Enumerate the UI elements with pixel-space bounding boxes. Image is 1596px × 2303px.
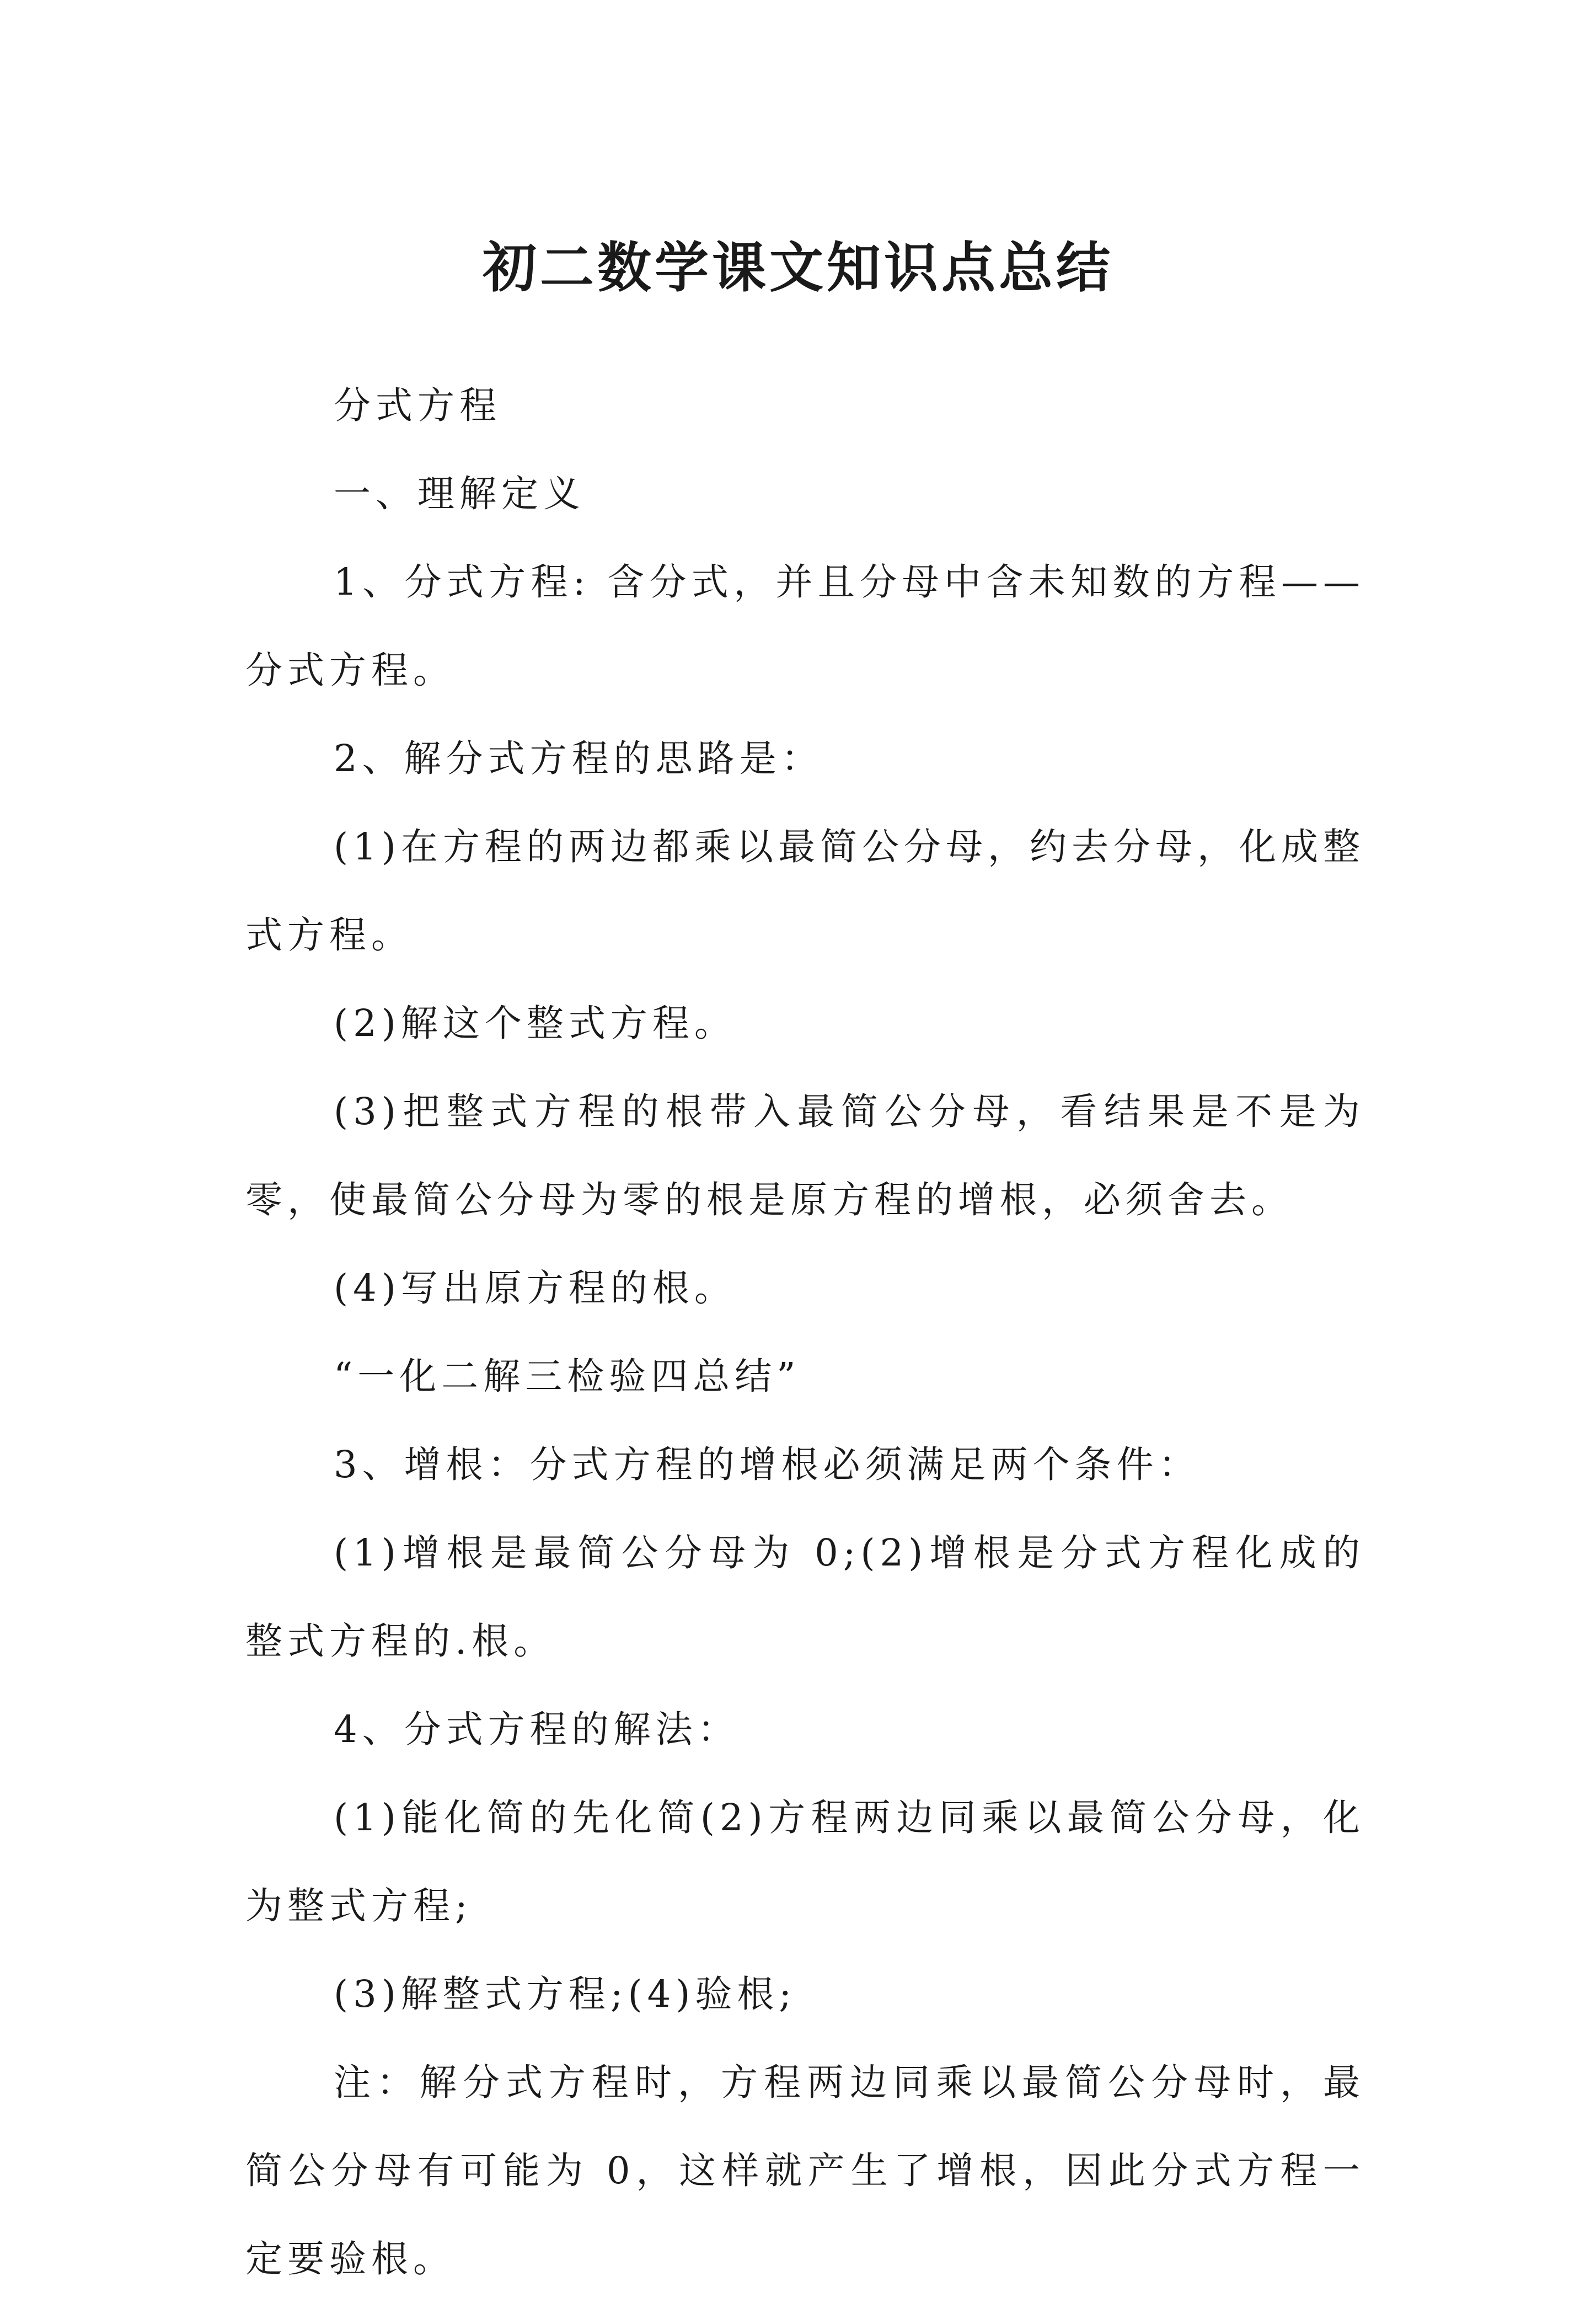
- list-item: (1)能化简的先化简(2)方程两边同乘以最简公分母，化为整式方程;: [245, 1796, 1365, 1927]
- list-item: (2)解这个整式方程。: [334, 1002, 736, 1045]
- note-paragraph: 注：解分式方程时，方程两边同乘以最简公分母时，最简公分母有可能为 0，这样就产生了增根，因此分式方程一定要验根。: [245, 2061, 1365, 2280]
- paragraph: 3、增根：分式方程的增根必须满足两个条件：: [334, 1443, 1201, 1486]
- list-item: (3)解整式方程;(4)验根;: [334, 1973, 796, 2016]
- list-item: (1)增根是最简公分母为 0;(2)增根是分式方程化成的整式方程的.根。: [245, 1531, 1365, 1663]
- document-title: 初二数学课文知识点总结: [482, 236, 1113, 300]
- quote-line: “一化二解三检验四总结”: [334, 1355, 801, 1398]
- paragraph: 4、分式方程的解法：: [334, 1708, 740, 1751]
- paragraph: 1、分式方程: 含分式，并且分母中含未知数的方程——分式方程。: [245, 560, 1365, 692]
- section-heading: 分式方程: [334, 384, 501, 427]
- list-item: (4)写出原方程的根。: [334, 1267, 736, 1310]
- subsection-heading: 一、理解定义: [334, 472, 585, 515]
- paragraph: 2、解分式方程的思路是：: [334, 737, 823, 780]
- document-body: [245, 361, 1365, 2303]
- list-item: (3)把整式方程的根带入最简公分母，看结果是不是为零，使最简公分母为零的根是原方程的增根，必须舍去。: [245, 1090, 1365, 1221]
- list-item: (1)在方程的两边都乘以最简公分母，约去分母，化成整式方程。: [245, 825, 1365, 957]
